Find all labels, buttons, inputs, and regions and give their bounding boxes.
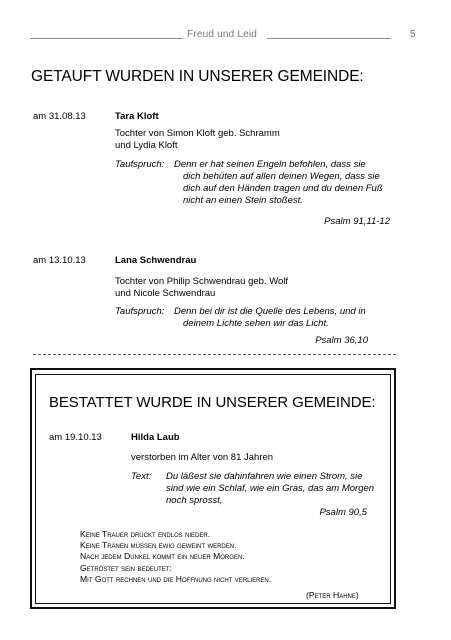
burials-title: BESTATTET WURDE IN UNSERER GEMEINDE: — [49, 394, 376, 411]
verse-line: deinem Lichte sehen wir das Licht. — [183, 318, 329, 329]
verse-line: sind wie ein Schlaf, wie ein Gras, das am Morgen — [166, 483, 375, 494]
verse-line: Du läßest sie dahinfahren wie einen Strom, sie — [166, 471, 363, 482]
entry-name: Lana Schwendrau — [115, 255, 197, 266]
entry-name: Tara Kloft — [115, 111, 159, 122]
poem-line: Getröstet sein bedeutet: — [80, 562, 172, 573]
burial-entry — [49, 432, 389, 522]
entry-date: am 13.10.13 — [33, 255, 86, 266]
page-number: 5 — [410, 29, 416, 40]
poem-line: Nach jedem Dunkel kommt ein neuer Morgen. — [80, 551, 245, 562]
section-divider — [33, 354, 396, 355]
entry-detail: verstorben im Alter von 81 Jahren — [131, 452, 274, 463]
entry-parent-line: und Nicole Schwendrau — [115, 288, 216, 299]
page-header — [0, 29, 451, 45]
header-title: Freud und Leid — [187, 29, 258, 40]
verse-line: Denn er hat seinen Engeln befohlen, dass sie — [174, 159, 366, 170]
poem-line: Mit Gott rechnen und die Hoffnung nicht verlieren. — [80, 573, 272, 584]
verse-line: noch sprosst, — [166, 495, 223, 506]
entry-parent-line: Tochter von Simon Kloft geb. Schramm — [115, 128, 280, 139]
entry-date: am 19.10.13 — [49, 432, 102, 443]
entry-date: am 31.08.13 — [33, 111, 86, 122]
verse-label: Text: — [131, 471, 152, 482]
baptism-entry — [33, 255, 403, 355]
verse-reference: Psalm 36,10 — [315, 335, 368, 346]
header-rule-right — [267, 38, 391, 39]
verse-line: Denn bei dir ist die Quelle des Lebens, und in — [174, 306, 366, 317]
verse-line: dich auf den Händen tragen und du deinen Fuß — [183, 183, 383, 194]
entry-parent-line: Tochter von Philip Schwendrau geb. Wolf — [115, 276, 289, 287]
poem — [80, 529, 271, 585]
poem-author: (Peter Hahne) — [306, 590, 359, 600]
verse-reference: Psalm 91,11-12 — [324, 216, 390, 227]
verse-line: dich behüten auf allen deinen Wegen, dass sie — [183, 171, 380, 182]
poem-line: Keine Tränen müssen ewig geweint werden. — [80, 540, 237, 551]
header-rule-left — [30, 38, 183, 39]
baptism-entry — [33, 111, 403, 231]
verse-line: nicht an einen Stein stoßest. — [183, 195, 303, 206]
poem-line: Keine Trauer drückt endlos nieder. — [80, 529, 211, 539]
baptisms-title: GETAUFT WURDEN IN UNSERER GEMEINDE: — [31, 68, 364, 85]
verse-reference: Psalm 90,5 — [319, 507, 367, 518]
entry-name: Hilda Laub — [131, 432, 180, 443]
verse-label: Taufspruch: — [115, 306, 165, 317]
verse-label: Taufspruch: — [115, 159, 165, 170]
entry-parent-line: und Lydia Kloft — [115, 140, 178, 151]
